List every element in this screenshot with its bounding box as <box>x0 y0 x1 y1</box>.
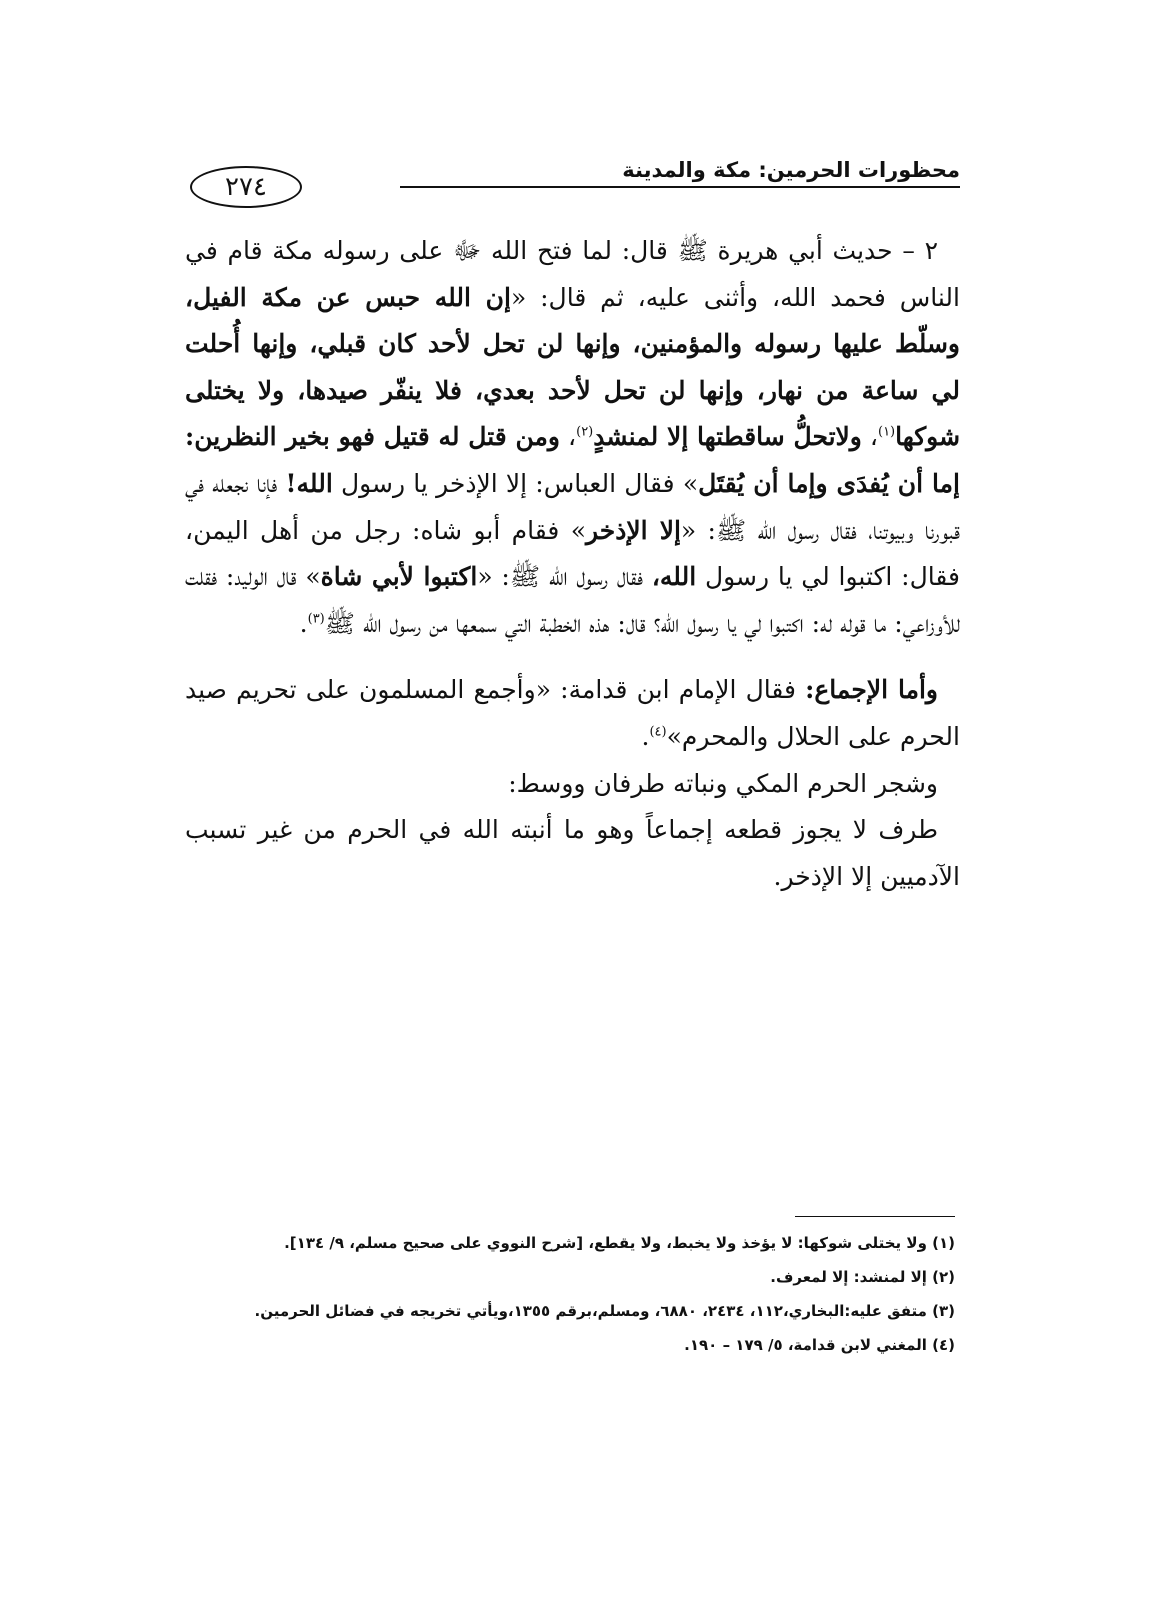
bold-text-run: الله، <box>651 562 697 592</box>
header-divider <box>400 186 960 188</box>
footnote-marker: (١) <box>877 425 896 441</box>
bold-text-run: وأما الإجماع: <box>805 675 938 705</box>
text-run: فقال رسول الله ﷺ: « <box>477 562 652 592</box>
text-run: . <box>299 608 308 638</box>
footnote-1: (١) ولا يختلى شوكها: لا يؤخذ ولا يخبط، ولا يقطع، [شرح النووي على صحيح مسلم، ٩/ ١٣٤]. <box>284 1234 955 1252</box>
text-run: » فقال العباس: إلا الإذخر يا رسول <box>332 468 699 498</box>
text-run: ٢ – حديث أبي هريرة ﷺ قال: لما فتح الله ﷻ على رسوله مكة قام في الناس فحمد الله، وأثنى عليه، ثم قال: « <box>185 236 960 312</box>
bold-text-run: إن الله حبس عن مكة الفيل، وسلّط عليها رسوله والمؤمنين، وإنها لن تحل لأحد كان قبلي، وإنها أُحلت لي ساعة من نهار، وإنها لن تحل لأحد بعدي، فلا ينفّر صيدها، ولا يختلى شوكها <box>185 282 961 452</box>
page-header <box>160 152 960 212</box>
text-run: ، <box>560 422 577 452</box>
footnote-2: (٢) إلا لمنشد: إلا لمعرف. <box>770 1268 955 1286</box>
paragraph-first-type: طرف لا يجوز قطعه إجماعاً وهو ما أنبته الله في الحرم من غير تسبب الآدميين إلا الإذخر. <box>185 815 960 891</box>
footnote-divider <box>795 1216 955 1217</box>
text-run: فقال الإمام ابن قدامة: «وأجمع المسلمون على تحريم صيد الحرم على الحلال والمحرم» <box>185 675 960 751</box>
page-number: ٢٧٤ <box>190 166 302 208</box>
paragraph-trees: وشجر الحرم المكي ونباته طرفان ووسط: <box>508 768 938 798</box>
bold-text-run: الله! <box>285 468 333 498</box>
paragraph-hadith <box>185 228 960 647</box>
footnote-3: (٣) متفق عليه:البخاري،١١٢، ٢٤٣٤، ٦٨٨٠، ومسلم،برقم ١٣٥٥،ويأتي تخريجه في فضائل الحرمين. <box>254 1302 955 1320</box>
text-run: . <box>641 721 650 751</box>
bold-text-run: ولاتحلُّ ساقطتها إلا لمنشدٍ <box>593 422 862 452</box>
paragraph-ijma <box>185 667 960 760</box>
bold-text-run: إلا الإذخر <box>586 515 681 545</box>
text-run: ، <box>861 422 878 452</box>
main-text <box>185 228 960 900</box>
bold-text-run: ومن قتل له قتيل فهو بخير النظرين: إما أن يُفدَى وإما أن يُقتَل <box>185 422 960 498</box>
footnotes <box>185 1226 955 1362</box>
footnote-marker: (٤) <box>649 724 667 740</box>
footnote-4: (٤) المغني لابن قدامة، ٥/ ١٧٩ – ١٩٠. <box>684 1336 955 1354</box>
footnote-marker: (٣) <box>307 611 325 627</box>
footnote-marker: (٢) <box>576 425 594 441</box>
text-run: » فقام أبو شاه: رجل من أهل اليمن، فقال: اكتبوا لي يا رسول <box>185 515 960 592</box>
bold-text-run: اكتبوا لأبي شاة <box>320 562 478 592</box>
running-title: محظورات الحرمين: مكة والمدينة <box>622 158 960 182</box>
text-run: فإنا نجعله في قبورنا وبيوتنا، فقال رسول الله ﷺ: « <box>185 468 960 545</box>
text-run: » قال الوليد: فقلت للأوزاعي: ما قوله له: اكتبوا لي يا رسول الله؟ قال: هذه الخطبة التي سمعها من رسول الله ﷺ <box>185 562 960 638</box>
